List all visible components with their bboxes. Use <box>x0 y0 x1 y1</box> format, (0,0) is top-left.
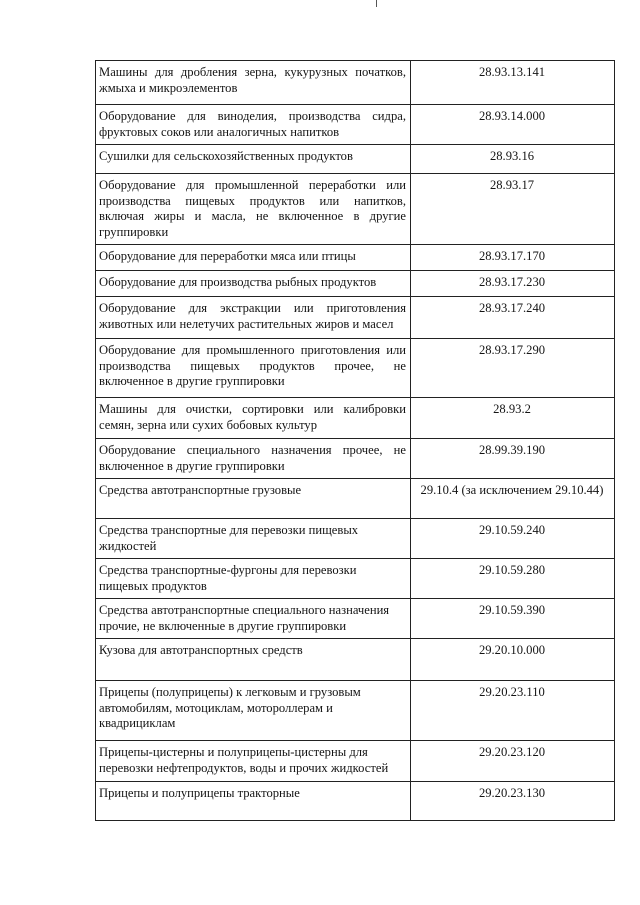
table-row <box>96 782 615 821</box>
page-edge-mark <box>376 0 377 7</box>
table-row <box>96 61 615 105</box>
table-row <box>96 339 615 398</box>
item-name: Машины для дробления зерна, кукурузных початков, жмыха и микроэлементов <box>96 61 411 105</box>
item-name: Оборудование для экстракции или приготовления животных или нелетучих растительных жиров и масел <box>96 297 411 339</box>
table-row <box>96 297 615 339</box>
table-row <box>96 245 615 271</box>
table-row <box>96 681 615 741</box>
item-name: Машины для очистки, сортировки или калибровки семян, зерна или сухих бобовых культур <box>96 398 411 439</box>
item-code: 29.10.59.390 <box>411 599 615 639</box>
item-name: Оборудование для виноделия, производства сидра, фруктовых соков или аналогичных напитков <box>96 105 411 145</box>
item-name: Оборудование для промышленного приготовления или производства пищевых продуктов прочее, не включенное в другие группировки <box>96 339 411 398</box>
item-code: 28.93.14.000 <box>411 105 615 145</box>
item-name: Оборудование специального назначения прочее, не включенное в другие группировки <box>96 439 411 479</box>
item-code: 28.93.17.240 <box>411 297 615 339</box>
item-name: Кузова для автотранспортных средств <box>96 639 411 681</box>
item-name: Средства транспортные для перевозки пищевых жидкостей <box>96 519 411 559</box>
table-row <box>96 145 615 174</box>
item-code: 29.20.23.130 <box>411 782 615 821</box>
table-row <box>96 639 615 681</box>
item-code: 28.93.17.290 <box>411 339 615 398</box>
item-code: 29.10.59.240 <box>411 519 615 559</box>
item-name: Средства автотранспортные грузовые <box>96 479 411 519</box>
item-code: 28.93.16 <box>411 145 615 174</box>
item-name: Оборудование для промышленной переработки или производства пищевых продуктов или напитков, включая жиры и масла, не включенное в другие группировки <box>96 174 411 245</box>
table-row <box>96 439 615 479</box>
table-row <box>96 398 615 439</box>
item-code: 29.10.59.280 <box>411 559 615 599</box>
item-code: 28.93.17.230 <box>411 271 615 297</box>
table-row <box>96 559 615 599</box>
table-row <box>96 479 615 519</box>
table-row <box>96 741 615 782</box>
item-code: 29.20.23.110 <box>411 681 615 741</box>
item-code: 29.20.23.120 <box>411 741 615 782</box>
item-name: Прицепы (полуприцепы) к легковым и грузовым автомобилям, мотоциклам, мотороллерам и квадрициклам <box>96 681 411 741</box>
item-name: Прицепы и полуприцепы тракторные <box>96 782 411 821</box>
item-code: 28.93.13.141 <box>411 61 615 105</box>
item-code: 28.93.17 <box>411 174 615 245</box>
item-code: 28.93.2 <box>411 398 615 439</box>
item-name: Сушилки для сельскохозяйственных продуктов <box>96 145 411 174</box>
item-name: Оборудование для производства рыбных продуктов <box>96 271 411 297</box>
equipment-codes-table <box>95 60 615 821</box>
table-row <box>96 174 615 245</box>
table-row <box>96 599 615 639</box>
table-row <box>96 105 615 145</box>
item-name: Прицепы-цистерны и полуприцепы-цистерны для перевозки нефтепродуктов, воды и прочих жидкостей <box>96 741 411 782</box>
item-code: 29.10.4 (за исключением 29.10.44) <box>411 479 615 519</box>
item-code: 28.93.17.170 <box>411 245 615 271</box>
item-code: 28.99.39.190 <box>411 439 615 479</box>
item-name: Средства автотранспортные специального назначения прочие, не включенные в другие группировки <box>96 599 411 639</box>
item-name: Средства транспортные-фургоны для перевозки пищевых продуктов <box>96 559 411 599</box>
table-row <box>96 519 615 559</box>
item-name: Оборудование для переработки мяса или птицы <box>96 245 411 271</box>
item-code: 29.20.10.000 <box>411 639 615 681</box>
table-row <box>96 271 615 297</box>
